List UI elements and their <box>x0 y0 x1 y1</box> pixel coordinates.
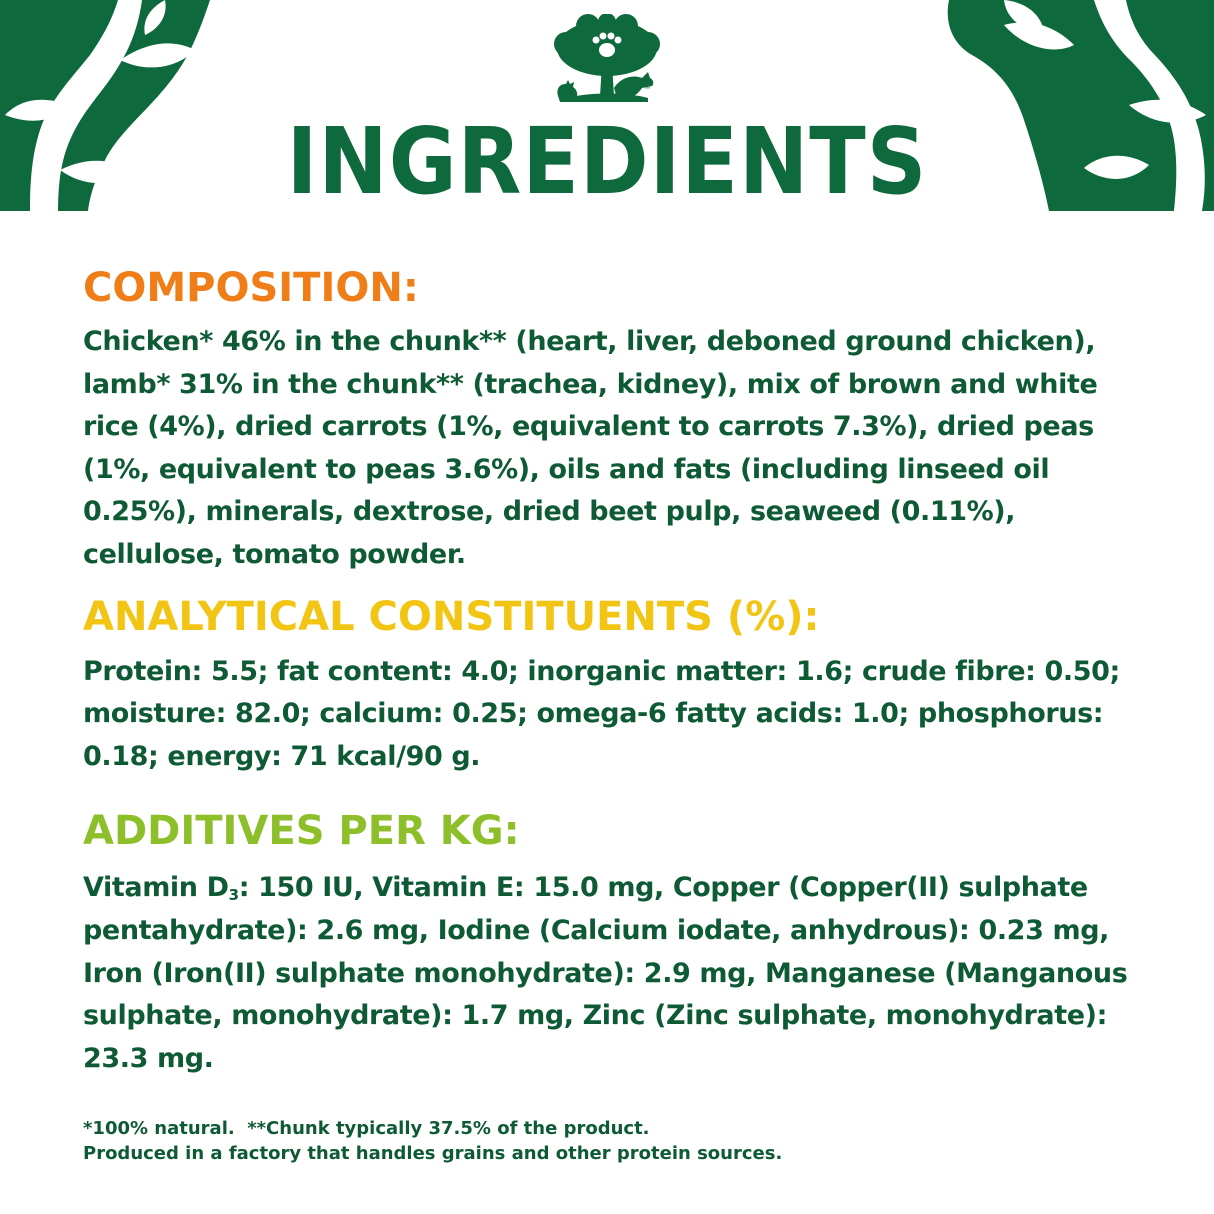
additives-text <box>83 867 1143 1080</box>
footnote-line-2: Produced in a factory that handles grains and other protein sources. <box>83 1143 783 1164</box>
composition-text: Chicken* 46% in the chunk** (heart, liver, deboned ground chicken), lamb* 31% in the chunk** (trachea, kidney), mix of brown and white rice (4%), dried carrots (1%, equivalent to carrots 7.3%), dried peas (1%, equivalent to peas 3.6%), oils and fats (including linseed oil 0.25%), minerals, dextrose, dried beet pulp, seaweed (0.11%), cellulose, tomato powder. <box>83 326 1098 570</box>
header <box>0 0 1214 215</box>
page-title: INGREDIENTS <box>286 108 928 215</box>
additives-body: : 150 IU, Vitamin E: 15.0 mg, Copper (Copper(II) sulphate pentahydrate): 2.6 mg, Iodine (Calcium iodate, anhydrous): 0.23 mg, Iron (Iron(II) sulphate monohydrate): 2.9 mg, Manganese (Manganous sulphate, monohydrate): 1.7 mg, Zinc (Zinc sulphate, monohydrate): 23.3 mg. <box>83 872 1128 1074</box>
additives-heading: ADDITIVES PER KG: <box>83 808 520 855</box>
trademark-symbol: ™ <box>644 86 651 94</box>
vitamin-d-subscript: 3 <box>228 886 239 905</box>
vitamin-d-prefix: Vitamin D <box>83 872 229 904</box>
analytical-text: Protein: 5.5; fat content: 4.0; inorganic matter: 1.6; crude fibre: 0.50; moisture: 82.0; calcium: 0.25; omega-6 fatty acids: 1.0; phosphorus: 0.18; energy: 71 kcal/90 g. <box>83 655 1120 772</box>
footnotes <box>83 1116 1143 1166</box>
footnote-line-1: *100% natural. **Chunk typically 37.5% of the product. <box>83 1118 650 1139</box>
composition-heading: COMPOSITION: <box>83 265 419 311</box>
analytical-section <box>83 591 1143 779</box>
analytical-heading: ANALYTICAL CONSTITUENTS (%): <box>83 593 820 640</box>
composition-section <box>83 262 1143 577</box>
ingredients-content <box>83 262 1143 1080</box>
tree-with-cat-and-dog-logo <box>548 14 666 112</box>
additives-section <box>83 805 1143 1080</box>
